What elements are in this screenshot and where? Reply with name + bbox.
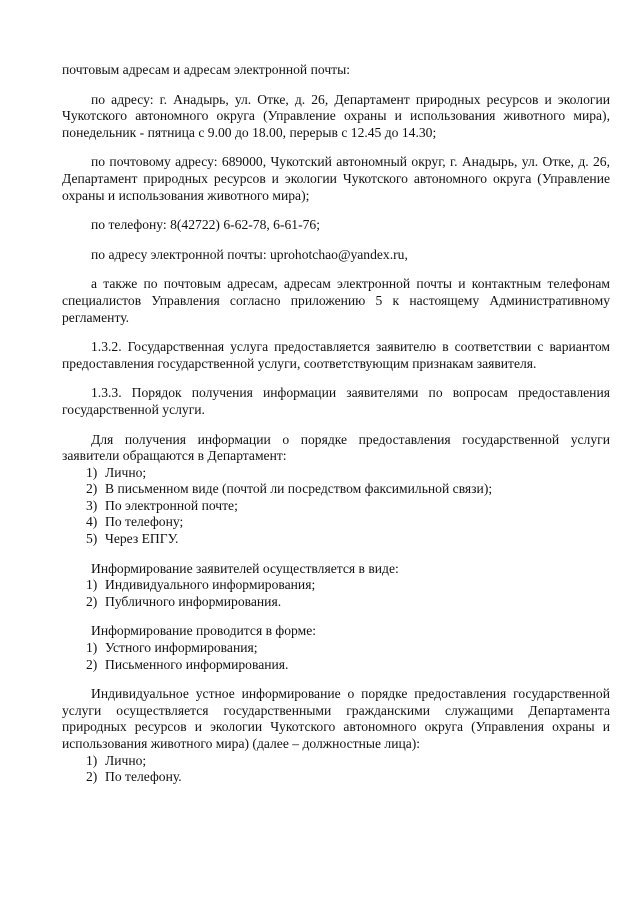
list-item: 5) Через ЕПГУ.	[86, 531, 179, 547]
list-item: 1) Индивидуального информирования;	[86, 577, 316, 593]
paragraph-email: по адресу электронной почты: uprohotchao@yandex.ru,	[91, 246, 408, 262]
list-item: 1) Устного информирования;	[86, 640, 258, 656]
contact-methods-list	[62, 465, 610, 548]
paragraph-info-request: Для получения информации о порядке предоставления государственной услуги заявители обращаются в Департамент:	[62, 431, 610, 464]
paragraph-individual-oral: Индивидуальное устное информирование о порядке предоставления государственной услуги осуществляется государственными гражданскими служащими Департамента природных ресурсов и экологии Чукотского автономного округа (Управления охраны и использования животного мира) (далее – должностные лица):	[62, 686, 610, 751]
paragraph-info-forms: Информирование проводится в форме:	[91, 623, 317, 639]
list-item: 2) В письменном виде (почтой ли посредством факсимильной связи);	[86, 481, 493, 497]
list-item: 4) По телефону;	[86, 514, 184, 530]
list-item: 2) По телефону.	[86, 769, 182, 785]
list-item: 1) Лично;	[86, 464, 147, 480]
info-forms-list	[62, 640, 610, 673]
paragraph-phone: по телефону: 8(42722) 6-62-78, 6-61-76;	[91, 217, 320, 233]
list-item: 3) По электронной почте;	[86, 497, 238, 513]
list-item: 2) Письменного информирования.	[86, 656, 289, 672]
paragraph-info-kinds: Информирование заявителей осуществляется в виде:	[91, 560, 399, 576]
paragraph-address: по адресу: г. Анадырь, ул. Отке, д. 26, Департамент природных ресурсов и экологии Чукотского автономного округа (Управление охраны и использования животного мира), понедельник - пятница с 9.00 до 18.00, перерыв с 12.45 до 14.30;	[62, 91, 610, 140]
paragraph-postal-address: по почтовому адресу: 689000, Чукотский автономный округ, г. Анадырь, ул. Отке, д. 26, Департамент природных ресурсов и экологии Чукотского автономного округа (Управление охраны и использования животного мира);	[62, 154, 610, 203]
oral-methods-list	[62, 753, 610, 786]
paragraph-also: а также по почтовым адресам, адресам электронной почты и контактным телефонам специалистов Управления согласно приложению 5 к настоящему Административному регламенту.	[62, 276, 610, 325]
paragraph-1-3-3: 1.3.3. Порядок получения информации заявителями по вопросам предоставления государственной услуги.	[62, 385, 610, 417]
list-item: 2) Публичного информирования.	[86, 593, 282, 609]
paragraph-1-3-2: 1.3.2. Государственная услуга предоставляется заявителю в соответствии с вариантом предоставления государственной услуги, соответствующим признакам заявителя.	[62, 339, 610, 371]
paragraph-intro: почтовым адресам и адресам электронной почты:	[62, 62, 351, 77]
info-kinds-list	[62, 577, 610, 610]
list-item: 1) Лично;	[86, 752, 147, 768]
